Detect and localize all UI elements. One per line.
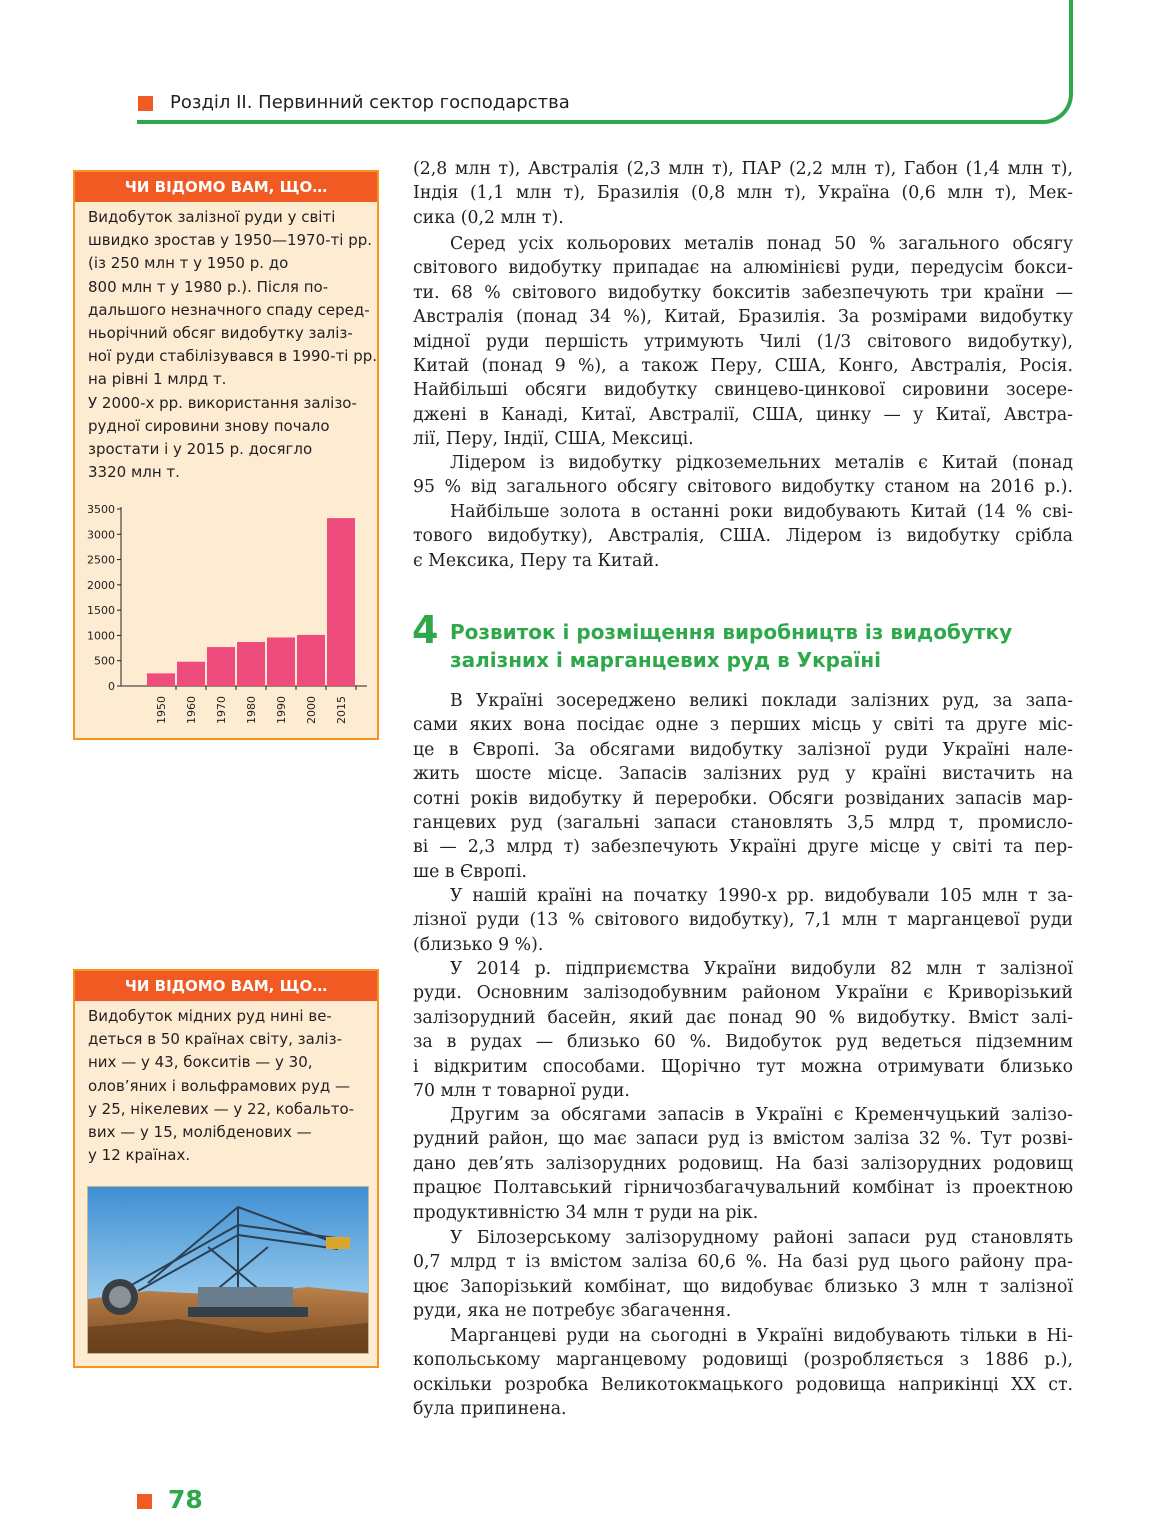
text-line: Індія (1,1 млн т), Бразилія (0,8 млн т), Україна (0,6 млн т), Мек- [413,183,1073,204]
text-line: Марганцеві руди на сьогодні в Україні видобувають тільки в Ні- [450,1326,1073,1346]
text-line: Найбільші обсяги видобутку свинцево-цинкової сировини зосере- [413,380,1073,401]
x-tick-label-1980: 1980 [245,696,258,724]
y-tick-label: 500 [94,654,115,668]
text-line: (близько 9 %). [413,934,544,955]
text-line: сика (0,2 млн т). [413,207,564,228]
bar-2015 [327,518,355,686]
text-line: (2,8 млн т), Австралія (2,3 млн т), ПАР (2,2 млн т), Габон (1,4 млн т), [413,159,1073,179]
box-line: дальшого незначного спаду серед- [88,300,370,319]
box-line: деться в 50 країнах світу, заліз- [88,1030,342,1049]
y-tick-label: 0 [108,680,115,693]
paragraph-gold-silver [413,500,1073,573]
bar-1970 [207,647,235,686]
text-line: Китай (понад 9 %), а також Перу, США, Конго, Австралія, Росія. [413,355,1073,376]
text-line: В Україні зосереджено великі поклади залізних руд, за запа- [450,691,1073,711]
bar-1990 [267,637,295,686]
box-line: на рівні 1 млрд т. [88,370,227,389]
heading-line: залізних і марганцевих руд в Україні [450,647,882,672]
paragraph-ukraine-reserves [413,689,1073,884]
text-line: руди, яка не потребує збагачення. [413,1301,732,1322]
box-line: (із 250 млн т у 1950 р. до [88,254,289,273]
text-line: залізорудний басейн, який дає понад 90 % видобутку. Вміст залі- [413,1007,1073,1028]
y-tick-label: 3000 [87,528,115,542]
paragraph-non-ferrous-metals [413,232,1073,452]
x-tick-label-1960: 1960 [185,696,198,724]
text-line: руди. Основним залізодобувним районом України є Криворізький [413,983,1073,1004]
text-line: жить шосте місце. Запасів залізних руд у країні вистачить на [413,764,1073,785]
bar-1950 [147,673,175,686]
x-tick-label-1950: 1950 [155,696,168,724]
text-line: Лідером із видобутку рідкоземельних металів є Китай (понад [450,453,1073,473]
text-line: Найбільше золота в останні роки видобувають Китай (14 % сві- [450,502,1073,522]
chapter-title: Розділ ІІ. Первинний сектор господарства [170,92,570,113]
paragraph-rare-earth [413,451,1073,500]
paragraph-kryvyi-rih [413,957,1073,1103]
box-line: зростати і у 2015 р. досягло [88,440,313,459]
box-heading: ЧИ ВІДОМО ВАМ, ЩО… [75,971,377,1001]
iron-ore-production-chart [75,172,377,738]
x-tick-label-2000: 2000 [305,696,318,724]
y-tick-label: 1500 [87,604,115,618]
text-line: мідної руди першість утримують Чилі (1/3 світового видобутку), [413,331,1073,352]
text-line: Серед усіх кольорових металів понад 50 % загального обсягу [450,234,1073,254]
text-line: лії, Перу, Індії, США, Мексиці. [413,429,694,450]
box-text [75,1001,377,1167]
y-tick-label: 2000 [87,578,115,592]
box-line: них — у 43, бокситів — у 30, [88,1053,313,1072]
paragraph-1990s-production [413,884,1073,957]
paragraph-manganese [413,1324,1073,1422]
did-you-know-box-iron-ore [73,170,379,740]
text-line: ві — 2,3 млрд т) забезпечують Україні друге місце у світі та пер- [413,837,1073,858]
box-line: вих — у 15, молібденових — [88,1123,312,1142]
section-heading [450,619,1070,674]
heading-line: Розвиток і розміщення виробництв із видобутку [450,620,1013,644]
box-line: ньорічний обсяг видобутку заліз- [88,324,353,343]
text-line: працює Полтавський гірничозбагачувальний комбінат із проектною [413,1178,1073,1199]
box-line: 3320 млн т. [88,463,180,482]
excavator-illustration [88,1187,368,1353]
bar-1980 [237,642,265,686]
text-line: світового видобутку припадає на алюмінієві руди, передусім бокси- [413,258,1073,279]
text-line: сами яких вона посідає одне з перших місць у світі та друге міс- [413,715,1073,736]
text-line: ганцевих руд (загальні запаси становлять 3,5 млрд т, промисло- [413,812,1073,833]
y-tick-label: 1000 [87,629,115,643]
box-line: 800 млн т у 1980 р.). Після по- [88,277,329,296]
box-line: у 12 країнах. [88,1146,191,1165]
paragraph-metal-ores-continued [413,157,1073,230]
page-number: 78 [168,1485,203,1514]
text-line: рудний район, що має запаси руд із вмістом заліза 32 %. Тут розві- [413,1129,1073,1150]
box-line: рудної сировини знову почало [88,416,330,435]
text-line: є Мексика, Перу та Китай. [413,550,660,571]
y-tick-label: 2500 [87,553,115,567]
box-line: Видобуток залізної руди у світі [88,208,336,226]
text-line: Австралія (понад 34 %), Китай, Бразилія. За розмірами видобутку [413,307,1073,328]
section-number: 4 [412,608,439,652]
bucket-wheel-excavator-photo [87,1186,369,1354]
footer-marker [137,1494,152,1509]
text-line: Другим за обсягами запасів в Україні є Кременчуцький залізо- [450,1105,1073,1125]
paragraph-kremenchuk [413,1103,1073,1225]
x-tick-label-2015: 2015 [335,696,348,724]
x-tick-label-1990: 1990 [275,696,288,724]
y-tick-label: 3500 [87,503,115,516]
text-line: ти. 68 % світового видобутку бокситів забезпечують три країни — [413,282,1073,303]
bar-2000 [297,635,325,686]
text-line: дано дев’ять залізорудних родовищ. На базі залізорудних родовищ [413,1153,1073,1174]
text-line: У Білозерському залізорудному районі запаси руд становлять [450,1228,1073,1248]
text-line: лізної руди (13 % світового видобутку), 7,1 млн т марганцевої руди [413,910,1073,931]
text-line: джені в Канаді, Китаї, Австралії, США, цинку — у Китаї, Австра- [413,404,1073,425]
box-heading: ЧИ ВІДОМО ВАМ, ЩО… [75,172,377,202]
text-line: копольському марганцевому родовищі (розробляється з 1886 р.), [413,1350,1073,1371]
text-line: і відкритим способами. Щорічно тут можна отримувати близько [413,1056,1073,1077]
text-line: 0,7 млрд т із вмістом заліза 60,6 %. На базі руд цього району пра- [413,1252,1073,1273]
text-line: тового видобутку), Австралія, США. Лідером із видобутку срібла [413,526,1073,547]
text-line: У нашій країні на початку 1990-х рр. видобували 105 млн т за- [450,886,1073,906]
box-line: у 25, нікелевих — у 22, кобальто- [88,1099,355,1118]
bar-1960 [177,662,205,686]
box-line: олов’яних і вольфрамових руд — [88,1076,350,1095]
box-line: швидко зростав у 1950—1970-ті рр. [88,231,373,250]
box-line: ної руди стабілізувався в 1990-ті рр. [88,347,377,366]
text-line: оскільки розробка Великотокмацького родовища наприкінці XX ст. [413,1374,1073,1395]
text-line: 95 % від загального обсягу світового видобутку станом на 2016 р.). [413,477,1073,498]
paragraph-bilozerskyi [413,1226,1073,1324]
x-tick-label-1970: 1970 [215,696,228,724]
text-line: цює Запорізький комбінат, що видобуває близько 3 млн т залізної [413,1276,1073,1297]
box-line: У 2000-х рр. використання залізо- [88,393,357,412]
box-line: Видобуток мідних руд нині ве- [88,1007,332,1025]
text-line: продуктивністю 34 млн т руди на рік. [413,1202,759,1223]
text-line: за в рудах — близько 60 %. Видобуток руд ведеться підземним [413,1032,1073,1053]
text-line: це в Європі. За обсягами видобутку залізної руди Україні нале- [413,739,1073,760]
text-line: була припинена. [413,1399,567,1420]
text-line: ше в Європі. [413,861,527,882]
text-line: сотні років видобутку й переробки. Обсяги розвіданих запасів мар- [413,788,1073,809]
text-line: 70 млн т товарної руди. [413,1080,630,1101]
text-line: У 2014 р. підприємства України видобули 82 млн т залізної [450,959,1073,979]
header-marker [138,96,153,111]
